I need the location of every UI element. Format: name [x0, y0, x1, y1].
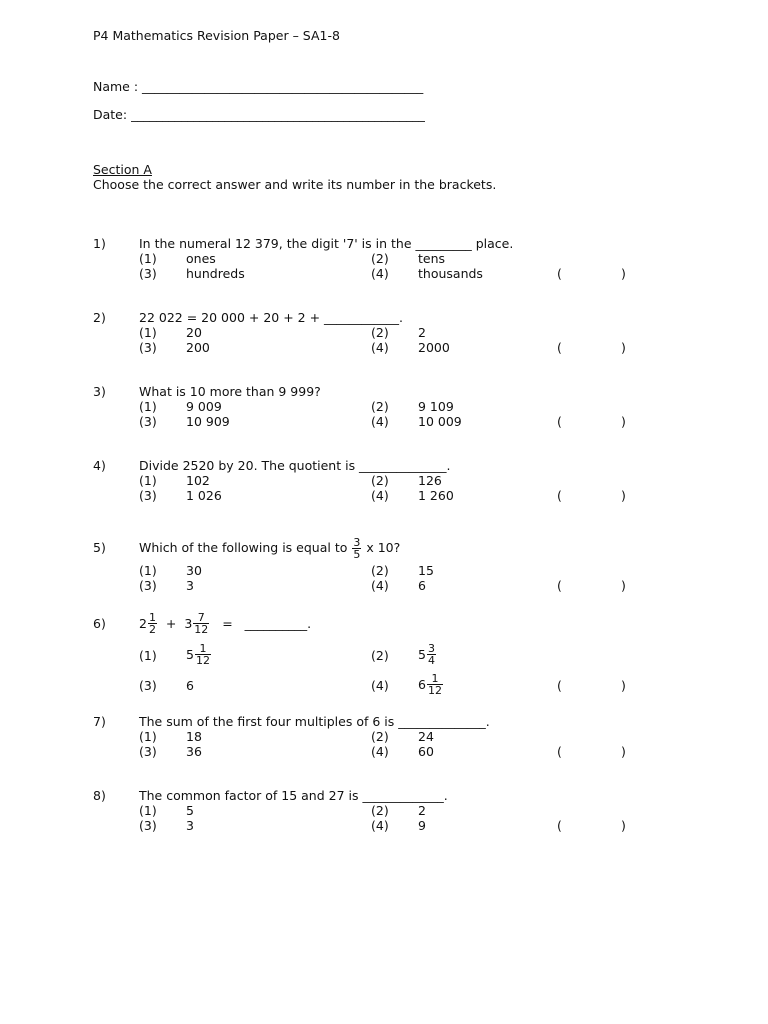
option-value: thousands [418, 266, 483, 281]
option-label: (3) [139, 266, 157, 281]
option-value: 200 [186, 340, 210, 355]
option-label: (1) [139, 729, 157, 744]
fraction-denominator: 5 [353, 548, 361, 561]
paper-title: P4 Mathematics Revision Paper – SA1-8 [93, 28, 340, 43]
question-number: 5) [93, 540, 106, 555]
question-text: The sum of the first four multiples of 6 is ______________. [139, 714, 490, 729]
answer-bracket-open: ( [557, 266, 562, 281]
mixed-number [186, 638, 212, 671]
option-label: (1) [139, 803, 157, 818]
fraction-denominator: 4 [427, 654, 435, 667]
option-value: 2 [418, 325, 426, 340]
option-value: 30 [186, 563, 202, 578]
plus-sign: + [165, 616, 177, 631]
fraction [195, 643, 211, 666]
option-label: (1) [139, 473, 157, 488]
mixed-whole: 5 [418, 647, 426, 662]
answer-blank: __________. [244, 616, 312, 631]
option-value: 6 [186, 678, 194, 693]
section-title: Section A [93, 162, 152, 177]
question-text: The common factor of 15 and 27 is _____________. [139, 788, 448, 803]
option-label: (1) [139, 399, 157, 414]
fraction [427, 673, 443, 696]
answer-box[interactable] [566, 264, 616, 282]
option-label: (2) [371, 399, 389, 414]
name-blank[interactable]: _____________________________________________ [142, 79, 424, 94]
option-label: (2) [371, 729, 389, 744]
option-label: (3) [139, 340, 157, 355]
option-value: 126 [418, 473, 442, 488]
option-label: (4) [371, 744, 389, 759]
question-text [139, 607, 311, 640]
answer-box[interactable] [566, 486, 616, 504]
fraction [148, 612, 157, 635]
option-value: 24 [418, 729, 434, 744]
option-value: 5 [186, 803, 194, 818]
question-number: 1) [93, 236, 106, 251]
section-instruction: Choose the correct answer and write its number in the brackets. [93, 177, 497, 192]
option-value: 36 [186, 744, 202, 759]
fraction-denominator: 2 [148, 623, 156, 636]
date-blank[interactable]: _______________________________________________ [131, 107, 425, 122]
question-number: 7) [93, 714, 106, 729]
fraction [352, 537, 361, 560]
question-number: 4) [93, 458, 106, 473]
fraction [193, 612, 209, 635]
question-text-after: x 10? [366, 540, 401, 555]
question-number: 3) [93, 384, 106, 399]
answer-bracket-close: ) [621, 414, 626, 429]
option-value: 3 [186, 818, 194, 833]
question-text-before: Which of the following is equal to [139, 540, 348, 555]
option-value [186, 638, 212, 671]
answer-bracket-open: ( [557, 578, 562, 593]
option-value: ones [186, 251, 216, 266]
mixed-whole: 3 [184, 616, 193, 631]
option-label: (4) [371, 414, 389, 429]
name-label: Name : [93, 79, 143, 94]
option-label: (4) [371, 266, 389, 281]
option-label: (3) [139, 678, 157, 693]
mixed-number [184, 607, 210, 640]
answer-bracket-open: ( [557, 744, 562, 759]
option-label: (3) [139, 818, 157, 833]
option-label: (3) [139, 488, 157, 503]
option-label: (4) [371, 488, 389, 503]
option-label: (3) [139, 744, 157, 759]
option-label: (1) [139, 251, 157, 266]
mixed-number [139, 607, 158, 640]
option-label: (3) [139, 414, 157, 429]
answer-bracket-open: ( [557, 340, 562, 355]
answer-bracket-open: ( [557, 678, 562, 693]
fraction-numerator: 1 [148, 611, 156, 624]
answer-bracket-open: ( [557, 818, 562, 833]
option-label: (1) [139, 563, 157, 578]
option-value: 2000 [418, 340, 450, 355]
fraction-denominator: 12 [194, 623, 209, 636]
fraction-numerator: 3 [353, 536, 361, 549]
mixed-number [418, 638, 437, 671]
option-label: (4) [371, 818, 389, 833]
option-value: 102 [186, 473, 210, 488]
answer-bracket-close: ) [621, 818, 626, 833]
answer-box[interactable] [566, 338, 616, 356]
answer-box[interactable] [566, 676, 616, 694]
option-value [418, 638, 437, 671]
fraction-numerator: 1 [195, 643, 211, 655]
option-label: (2) [371, 563, 389, 578]
option-value: 9 009 [186, 399, 222, 414]
answer-bracket-close: ) [621, 266, 626, 281]
answer-bracket-open: ( [557, 414, 562, 429]
option-label: (1) [139, 325, 157, 340]
option-value: 6 [418, 578, 426, 593]
option-value: 60 [418, 744, 434, 759]
option-label: (4) [371, 578, 389, 593]
option-label: (2) [371, 251, 389, 266]
fraction-denominator: 12 [195, 654, 210, 667]
answer-bracket-close: ) [621, 340, 626, 355]
fraction-numerator: 1 [427, 673, 443, 685]
answer-bracket-close: ) [621, 744, 626, 759]
question-text: 22 022 = 20 000 + 20 + 2 + ____________. [139, 310, 403, 325]
answer-box[interactable] [566, 816, 616, 834]
question-text [139, 531, 400, 564]
option-value: 1 260 [418, 488, 454, 503]
answer-bracket-open: ( [557, 488, 562, 503]
option-value: 10 909 [186, 414, 230, 429]
mixed-whole: 6 [418, 677, 426, 692]
option-value: 9 [418, 818, 426, 833]
option-value: 3 [186, 578, 194, 593]
option-value: 10 009 [418, 414, 462, 429]
answer-box[interactable] [566, 412, 616, 430]
question-text: Divide 2520 by 20. The quotient is ______________. [139, 458, 451, 473]
mixed-whole: 5 [186, 647, 194, 662]
option-value: 2 [418, 803, 426, 818]
answer-bracket-close: ) [621, 678, 626, 693]
date-line[interactable] [93, 107, 425, 122]
option-value: 1 026 [186, 488, 222, 503]
fraction-numerator: 3 [427, 642, 435, 655]
answer-bracket-close: ) [621, 578, 626, 593]
option-value: 15 [418, 563, 434, 578]
option-label: (1) [139, 648, 157, 663]
answer-box[interactable] [566, 576, 616, 594]
question-number: 8) [93, 788, 106, 803]
name-line[interactable] [93, 79, 423, 94]
answer-box[interactable] [566, 742, 616, 760]
question-number: 6) [93, 616, 106, 631]
option-value: hundreds [186, 266, 245, 281]
option-label: (4) [371, 678, 389, 693]
option-value: tens [418, 251, 446, 266]
option-value: 20 [186, 325, 202, 340]
question-text: What is 10 more than 9 999? [139, 384, 321, 399]
option-label: (2) [371, 803, 389, 818]
fraction [427, 643, 436, 666]
option-label: (4) [371, 340, 389, 355]
mixed-whole: 2 [139, 616, 147, 631]
option-value: 9 109 [418, 399, 454, 414]
option-value [418, 668, 444, 701]
question-text: In the numeral 12 379, the digit '7' is in the _________ place. [139, 236, 514, 251]
mixed-number [418, 668, 444, 701]
option-label: (2) [371, 648, 389, 663]
option-label: (3) [139, 578, 157, 593]
fraction-denominator: 12 [427, 684, 442, 697]
answer-bracket-close: ) [621, 488, 626, 503]
option-label: (2) [371, 473, 389, 488]
fraction-numerator: 7 [193, 612, 209, 624]
question-number: 2) [93, 310, 106, 325]
option-value: 18 [186, 729, 202, 744]
date-label: Date: [93, 107, 132, 122]
option-label: (2) [371, 325, 389, 340]
equals-sign: = [222, 616, 233, 631]
